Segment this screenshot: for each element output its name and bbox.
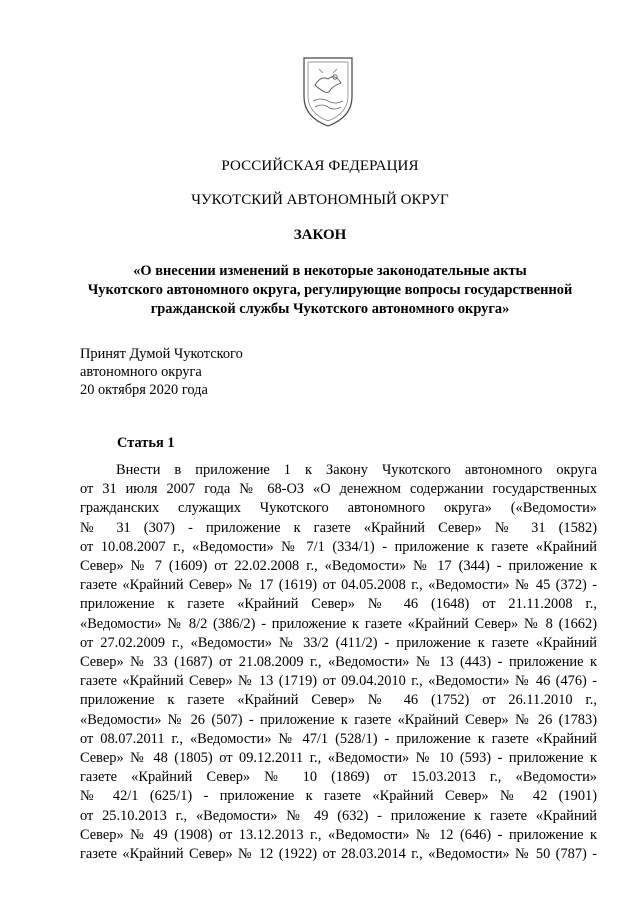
body-line: от 10.08.2007 г., «Ведомости» № 7/1 (334/1) - приложение к газете «Крайний <box>80 538 597 555</box>
region-heading: ЧУКОТСКИЙ АВТОНОМНЫЙ ОКРУГ <box>191 192 449 208</box>
body-line: от 25.10.2013 г., «Ведомости» № 49 (632) - приложение к газете «Крайний <box>80 807 597 824</box>
law-title <box>70 262 590 319</box>
body-line: № 42/1 (625/1) - приложение к газете «Крайний Север» № 42 (1901) <box>80 788 597 805</box>
law-title-line: гражданской службы Чукотского автономного округа» <box>150 301 510 317</box>
document-type-heading: ЗАКОН <box>293 227 347 243</box>
body-line: газете «Крайний Север» № 12 (1922) от 28.03.2014 г., «Ведомости» № 50 (787) - <box>80 846 597 863</box>
article-heading: Статья 1 <box>117 435 175 451</box>
law-title-line: Чукотского автономного округа, регулирующие вопросы государственной <box>87 282 573 298</box>
body-line: № 31 (307) - приложение к газете «Крайний Север» № 31 (1582) <box>80 519 597 536</box>
body-line: Север» № 48 (1805) от 09.12.2011 г., «Ведомости» № 10 (593) - приложение к <box>80 750 597 767</box>
body-line: Север» № 33 (1687) от 21.08.2009 г., «Ведомости» № 13 (443) - приложение к <box>80 654 597 671</box>
country-heading: РОССИЙСКАЯ ФЕДЕРАЦИЯ <box>221 158 419 174</box>
body-line: приложение к газете «Крайний Север» № 46 (1648) от 21.11.2008 г., <box>80 596 597 613</box>
body-line: Внести в приложение 1 к Закону Чукотского автономного округа <box>116 462 597 478</box>
coat-of-arms-emblem <box>301 55 355 129</box>
body-line: Север» № 49 (1908) от 13.12.2013 г., «Ведомости» № 12 (646) - приложение к <box>80 826 597 843</box>
body-line: от 31 июля 2007 года № 68-ОЗ «О денежном содержании государственных <box>80 481 597 498</box>
adoption-note-line: Принят Думой Чукотского <box>80 346 243 362</box>
article-body <box>80 461 597 864</box>
law-title-line: «О внесении изменений в некоторые законодательные акты <box>133 263 527 279</box>
body-line: «Ведомости» № 26 (507) - приложение к газете «Крайний Север» № 26 (1783) <box>80 711 597 728</box>
body-line: газете «Крайний Север» № 13 (1719) от 09.04.2010 г., «Ведомости» № 46 (476) - <box>80 673 597 690</box>
body-line: Север» № 7 (1609) от 22.02.2008 г., «Ведомости» № 17 (344) - приложение к <box>80 558 597 575</box>
body-line: газете «Крайний Север» № 10 (1869) от 15.03.2013 г., «Ведомости» <box>80 769 597 786</box>
adoption-note-line: автономного округа <box>80 364 202 380</box>
body-line: газете «Крайний Север» № 17 (1619) от 04.05.2008 г., «Ведомости» № 45 (372) - <box>80 577 597 594</box>
body-line: от 27.02.2009 г., «Ведомости» № 33/2 (411/2) - приложение к газете «Крайний <box>80 634 597 651</box>
body-line: «Ведомости» № 8/2 (386/2) - приложение к газете «Крайний Север» № 8 (1662) <box>80 615 597 632</box>
body-line: от 08.07.2011 г., «Ведомости» № 47/1 (528/1) - приложение к газете «Крайний <box>80 730 597 747</box>
adoption-note <box>80 345 243 399</box>
body-line: гражданских служащих Чукотского автономного округа» («Ведомости» <box>80 500 597 517</box>
body-line: приложение к газете «Крайний Север» № 46 (1752) от 26.11.2010 г., <box>80 692 597 709</box>
adoption-note-line: 20 октября 2020 года <box>80 382 208 398</box>
